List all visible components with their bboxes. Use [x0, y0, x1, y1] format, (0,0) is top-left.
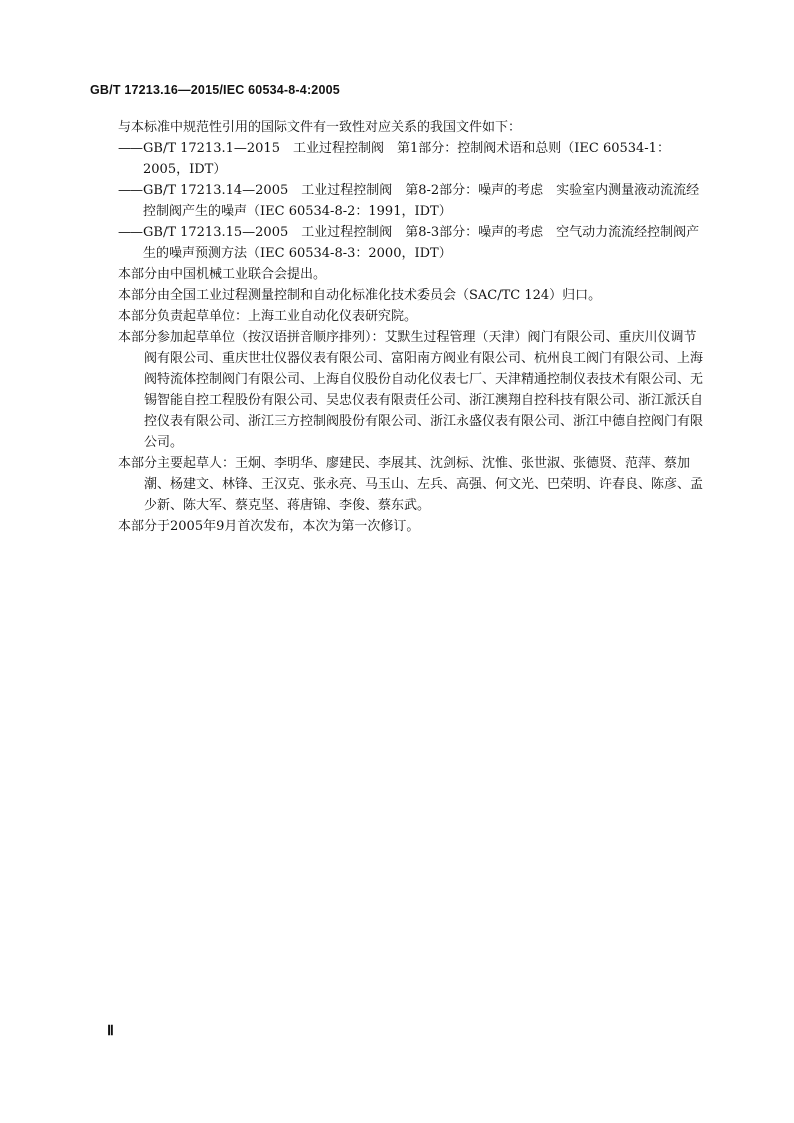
list-dash: —— — [118, 141, 142, 156]
list-dash: —— — [118, 225, 142, 240]
list-dash: —— — [118, 183, 142, 198]
page-number — [107, 1023, 114, 1040]
managed-by-paragraph: 本部分由全国工业过程测量控制和自动化标准化技术委员会（SAC/TC 124）归口。 — [118, 288, 602, 303]
document-body — [118, 117, 708, 537]
standard-id: GB/T 17213.16—2015/IEC 60534-8-4:2005 — [90, 83, 340, 97]
reference-item — [118, 222, 708, 264]
reference-item — [118, 138, 708, 180]
proposed-by-paragraph: 本部分由中国机械工业联合会提出。 — [118, 267, 327, 282]
reference-text: GB/T 17213.15—2005 工业过程控制阀 第8-3部分：噪声的考虑 空气动力流流经控制阀产生的噪声预测方法（IEC 60534-8-3：2000，IDT） — [143, 225, 700, 261]
reference-text: GB/T 17213.14—2005 工业过程控制阀 第8-2部分：噪声的考虑 实验室内测量液动流流经控制阀产生的噪声（IEC 60534-8-2：1991，IDT） — [143, 183, 700, 219]
intro-paragraph: 与本标准中规范性引用的国际文件有一致性对应关系的我国文件如下： — [118, 120, 522, 135]
reference-item — [118, 180, 708, 222]
standard-header — [90, 83, 340, 97]
history-paragraph: 本部分于2005年9月首次发布，本次为第一次修订。 — [118, 519, 420, 534]
reference-text: GB/T 17213.1—2015 工业过程控制阀 第1部分：控制阀术语和总则（IEC 60534-1：2005，IDT） — [143, 141, 670, 177]
page-number-text: Ⅱ — [107, 1024, 114, 1039]
drafters-paragraph: 本部分主要起草人：王炯、李明华、廖建民、李展其、沈剑标、沈惟、张世淑、张德贤、范萍、蔡加潮、杨建文、林锋、王汉克、张永亮、马玉山、左兵、高强、何文光、巴荣明、许春良、陈彦、孟少新、陈大军、蔡克坚、蒋唐锦、李俊、蔡东武。 — [118, 456, 704, 513]
drafted-by-paragraph: 本部分负责起草单位：上海工业自动化仪表研究院。 — [118, 309, 418, 324]
participants-paragraph: 本部分参加起草单位（按汉语拼音顺序排列）：艾默生过程管理（天津）阀门有限公司、重庆川仪调节阀有限公司、重庆世壮仪器仪表有限公司、富阳南方阀业有限公司、杭州良工阀门有限公司、上海阀特流体控制阀门有限公司、上海自仪股份自动化仪表七厂、天津精通控制仪表技术有限公司、无锡智能自控工程股份有限公司、吴忠仪表有限责任公司、浙江澳翔自控科技有限公司、浙江派沃自控仪表有限公司、浙江三方控制阀股份有限公司、浙江永盛仪表有限公司、浙江中德自控阀门有限公司。 — [118, 330, 704, 450]
